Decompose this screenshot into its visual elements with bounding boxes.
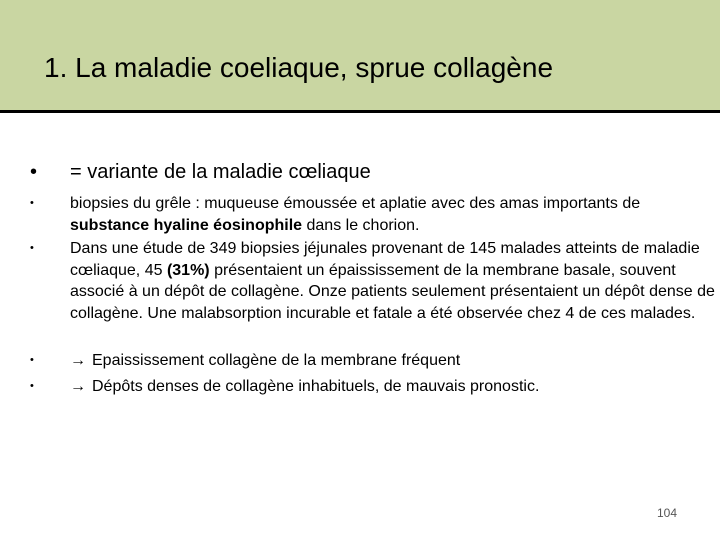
bullet-icon: • — [30, 242, 34, 254]
bullet-icon: • — [30, 380, 34, 392]
sub-bullet-study — [30, 238, 715, 324]
bold-phrase: substance hyaline éosinophile — [70, 216, 303, 234]
bullet-icon: • — [30, 161, 38, 183]
sub-bullet-text: biopsies du grêle : muqueuse émoussée et aplatie avec des amas importants de substance hyaline éosinophile dans le chorion. — [70, 195, 641, 234]
main-bullet-text: = variante de la maladie cœliaque — [70, 161, 371, 183]
sub-bullet-thickening — [30, 350, 715, 372]
sub-bullet-biopsies — [30, 193, 715, 236]
sub-bullet-deposits — [30, 376, 715, 398]
arrow-right-icon: → — [70, 352, 86, 369]
sub-bullet-text: → Dépôts denses de collagène inhabituels, de mauvais pronostic. — [70, 376, 715, 398]
bold-percentage: (31%) — [166, 261, 210, 279]
sub-bullet-text: Dans une étude de 349 biopsies jéjunales provenant de 145 malades atteints de maladie cœliaque, 45 (31%) présentaient un épaississement de la membrane basale, souvent associé à un dépôt de collagène. Onze patients seulement présentaient un dépôt dense de collagène. Une malabsorption incurable et fatale a été observée chez 4 de ces malades. — [70, 240, 715, 322]
sub-bullet-text: → Epaississement collagène de la membrane fréquent — [70, 350, 715, 372]
slide-title: 1. La maladie coeliaque, sprue collagène — [44, 52, 554, 83]
title-divider — [0, 110, 720, 113]
bullet-icon: • — [30, 354, 34, 366]
page-number: 104 — [657, 506, 678, 520]
arrow-right-icon: → — [70, 378, 86, 395]
main-bullet — [30, 158, 371, 186]
bullet-icon: • — [30, 197, 34, 209]
